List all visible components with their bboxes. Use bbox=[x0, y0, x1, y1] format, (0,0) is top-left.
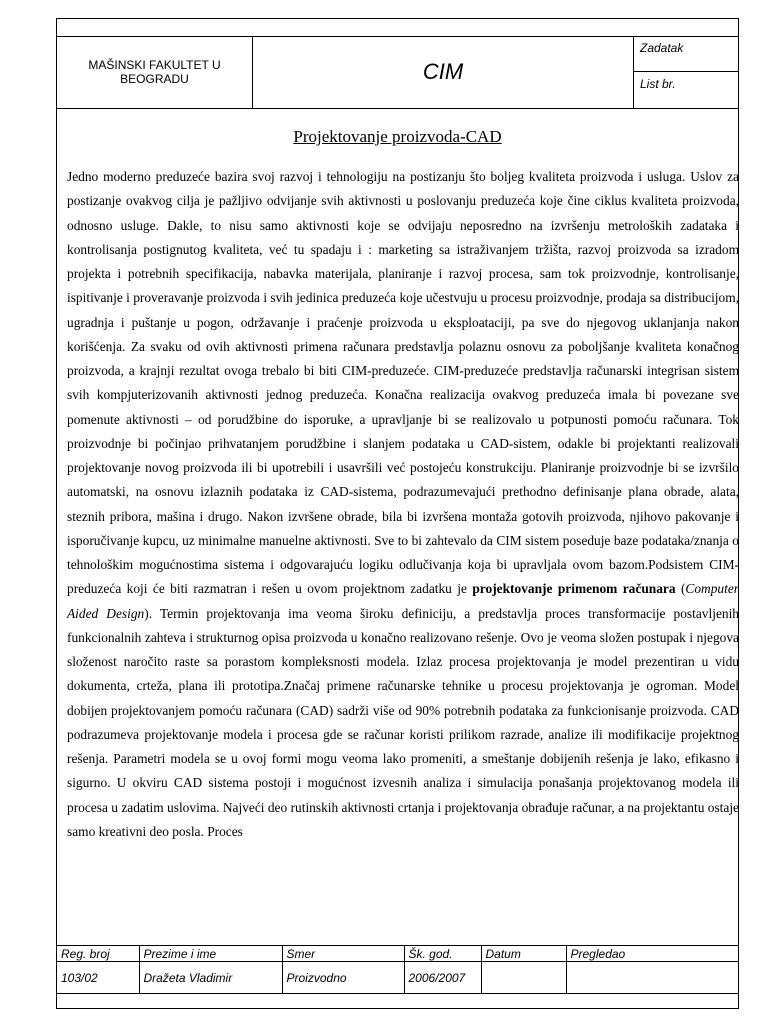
top-strip bbox=[57, 19, 738, 37]
footer-header-row bbox=[57, 946, 738, 962]
footer-header-date: Datum bbox=[481, 946, 566, 962]
title-block-header bbox=[57, 36, 738, 109]
paragraph-part-1: Jedno moderno preduzeće bazira svoj razvoj i tehnologiju na postizanju što boljeg kvaliteta proizvoda i usluga. Uslov za postizanje ovakvog cilja je pažljivo odvijanje svih aktivnosti u poslovanju preduzeća koje čine ciklus kvaliteta proizvoda, odnosno usluge. Dakle, to nisu samo aktivnosti koje se odvijaju neposredno na izvršenju metroloških zadataka i kontrolisanja postignutog kvaliteta, već tu spadaju i : marketing sa istraživanjem tržišta, razvoj proizvoda sa izradom projekta i potrebnih specifikacija, nabavka materijala, planiranje i razvoj procesa, sam tok proizvodnje, kontrolisanje, ispitivanje i proveravanje proizvoda i svih jedinica preduzeća koje učestvuju u procesu proizvodnje, prodaja sa distribucijom, ugradnja i puštanje u pogon, održavanje i praćenje proizvoda u eksploataciji, pa sve do njegovog uklanjanja nakon korišćenja. Za svaku od ovih aktivnosti primena računara predstavlja polaznu osnovu za poboljšanje kvaliteta konačnog proizvoda, a krajnji rezultat ovoga trebalo bi biti CIM-preduzeće. CIM-preduzeće predstavlja računarski integrisan sistem svih kompjuterizovanih aktivnosti jednog preduzeća. Konačna realizacija ovakvog preduzeća imala bi povezane sve pomenute aktivnosti – od porudžbine do isporuke, a upravljanje bi se realizovalo u potpunosti pomoću računara. Tok proizvodnje bi počinjao prihvatanjem porudžbine i slanjem podataka u CAD-sistem, odakle bi projektanti realizovali projektovanje novog proizvoda ili bi upotrebili i usavršili već postojeću konstrukciju. Planiranje proizvodnje bi se izvršilo automatski, na osnovu izlaznih podataka iz CAD-sistema, podrazumevajući prethodno definisanje plana obrade, alata, steznih pribora, mašina i drugo. Nakon izvršene obrade, bila bi izvršena montaža gotovih proizvoda, njihovo pakovanje i isporučivanje kupcu, uz minimalne manuelne aktivnosti. Sve to bi zahtevalo da CIM sistem poseduje baze podataka/znanja o tehnološkim mogućnostima sistema i odgovarajuću logiku odlučivanja koja bi upravljala ovom bazom.Podsistem CIM-preduzeća koji će biti razmatran i rešen u ovom projektnom zadatku je bbox=[67, 169, 739, 597]
body-paragraph bbox=[67, 165, 739, 844]
paragraph-part-2: ). Termin projektovanja ima veoma široku definiciju, a predstavlja proces transformacije postavljenih funkcionalnih zahteva i strukturnog opisa proizvoda u konačno realizovano rešenje. Ovo je veoma složen postupak i njegova složenost naročito raste sa porastom kompleksnosti modela. Izlaz procesa projektovanja je model prezentiran u vidu dokumenta, crteža, plana ili prototipa.Značaj primene računarske tehnike u procesu projektovanja je ogroman. Model dobijen projektovanjem pomoću računara (CAD) sadrži više od 90% potrebnih podataka za funkcionisanje proizvoda. CAD podrazumeva projektovanje modela i procesa gde se računar koristi prilikom razrade, analize ili modifikacije projektnog rešenja. Parametri modela se u ovoj formi mogu veoma lako promeniti, a smeštanje dobijenih rešenja je lako, efikasno i sigurno. U okviru CAD sistema postoji i mogućnost izvesnih analiza i simulacija ponašanja projektovanog modela ili procesa u zadatim uslovima. Najveći deo rutinskih aktivnosti crtanja i projektovanja obrađuje računar, a na projektantu ostaje samo kreativni deo posla. Proces bbox=[67, 605, 739, 839]
footer-header-year: Šk. god. bbox=[404, 946, 481, 962]
subject-name: CIM bbox=[422, 59, 464, 84]
footer-value-name: Dražeta Vladimir bbox=[139, 962, 282, 994]
paren-open: ( bbox=[675, 581, 686, 597]
task-label: Zadatak bbox=[634, 36, 738, 72]
subject-cell bbox=[253, 36, 634, 108]
footer-header-reviewer: Pregledao bbox=[566, 946, 738, 962]
italic-phrase: Computer Aided Design bbox=[67, 581, 739, 621]
faculty-name: MAŠINSKI FAKULTET U BEOGRADU bbox=[88, 58, 221, 86]
footer-header-major: Smer bbox=[282, 946, 404, 962]
footer-value-reviewer bbox=[566, 962, 738, 994]
bold-phrase: projektovanje primenom računara bbox=[472, 581, 676, 597]
footer-header-reg: Reg. broj bbox=[57, 946, 139, 962]
page-frame bbox=[56, 18, 739, 1009]
footer-table bbox=[57, 946, 738, 993]
task-sheet-cell bbox=[634, 36, 738, 108]
footer-value-year: 2006/2007 bbox=[404, 962, 481, 994]
sheet-label: List br. bbox=[640, 77, 676, 91]
faculty-cell bbox=[57, 36, 253, 108]
footer-value-reg: 103/02 bbox=[57, 962, 139, 994]
footer-value-date bbox=[481, 962, 566, 994]
footer-value-row bbox=[57, 962, 738, 994]
footer-value-major: Proizvodno bbox=[282, 962, 404, 994]
footer-header-name: Prezime i ime bbox=[139, 946, 282, 962]
footer-title-block bbox=[57, 945, 738, 994]
document-title: Projektovanje proizvoda-CAD bbox=[293, 127, 502, 146]
